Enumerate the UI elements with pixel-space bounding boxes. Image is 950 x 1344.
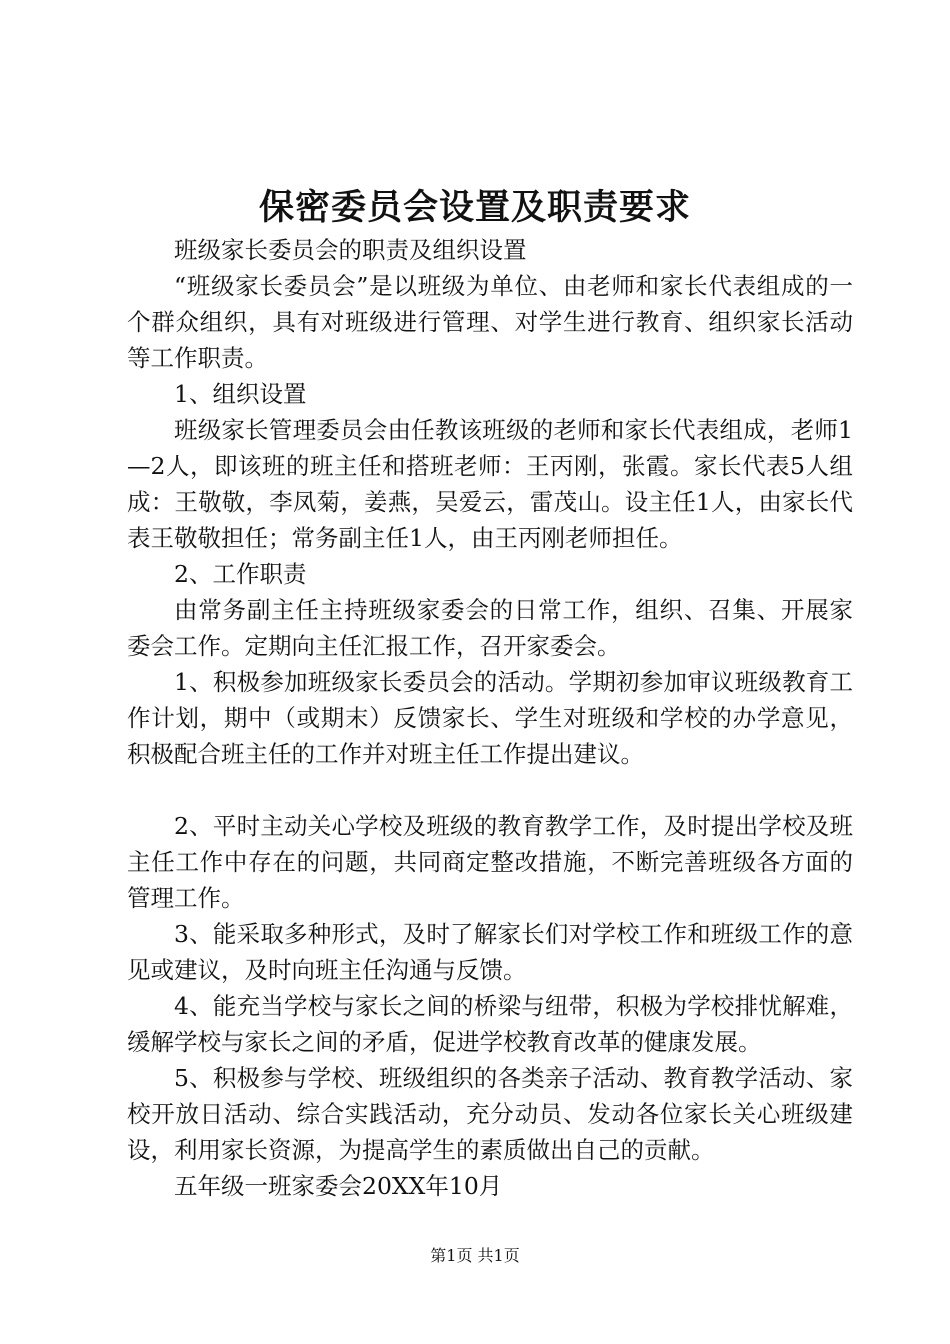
paragraph: 班级家长委员会的职责及组织设置: [174, 236, 527, 264]
document-body: [127, 232, 853, 1204]
paragraph: 1、积极参加班级家长委员会的活动。学期初参加审议班级教育工作计划，期中（或期末）反馈家长、学生对班级和学校的办学意见，积极配合班主任的工作并对班主任工作提出建议。: [127, 668, 853, 768]
signature-line: 五年级一班家委会20XX年10月: [174, 1172, 503, 1200]
document-title: 保密委员会设置及职责要求: [258, 187, 691, 228]
paragraph: “班级家长委员会”是以班级为单位、由老师和家长代表组成的一个群众组织，具有对班级进行管理、对学生进行教育、组织家长活动等工作职责。: [127, 272, 853, 372]
paragraph: 由常务副主任主持班级家委会的日常工作，组织、召集、开展家委会工作。定期向主任汇报工作，召开家委会。: [127, 596, 853, 660]
paragraph: 3、能采取多种形式，及时了解家长们对学校工作和班级工作的意见或建议，及时向班主任沟通与反馈。: [127, 920, 853, 984]
paragraph: 4、能充当学校与家长之间的桥梁与纽带，积极为学校排忧解难，缓解学校与家长之间的矛盾，促进学校教育改革的健康发展。: [127, 992, 853, 1056]
page-number-footer: 第1页 共1页: [430, 1246, 520, 1265]
paragraph: 5、积极参与学校、班级组织的各类亲子活动、教育教学活动、家校开放日活动、综合实践活动，充分动员、发动各位家长关心班级建设，利用家长资源，为提高学生的素质做出自己的贡献。: [127, 1064, 853, 1164]
paragraph: 2、工作职责: [174, 560, 307, 588]
paragraph: 班级家长管理委员会由任教该班级的老师和家长代表组成，老师1—2人，即该班的班主任和搭班老师：王丙刚，张霞。家长代表5人组成：王敬敬，李凤菊，姜燕，吴爱云，雷茂山。设主任1人，由家长代表王敬敬担任；常务副主任1人，由王丙刚老师担任。: [127, 416, 853, 552]
paragraph: 1、组织设置: [174, 380, 307, 408]
paragraph: 2、平时主动关心学校及班级的教育教学工作，及时提出学校及班主任工作中存在的问题，共同商定整改措施，不断完善班级各方面的管理工作。: [127, 812, 853, 912]
